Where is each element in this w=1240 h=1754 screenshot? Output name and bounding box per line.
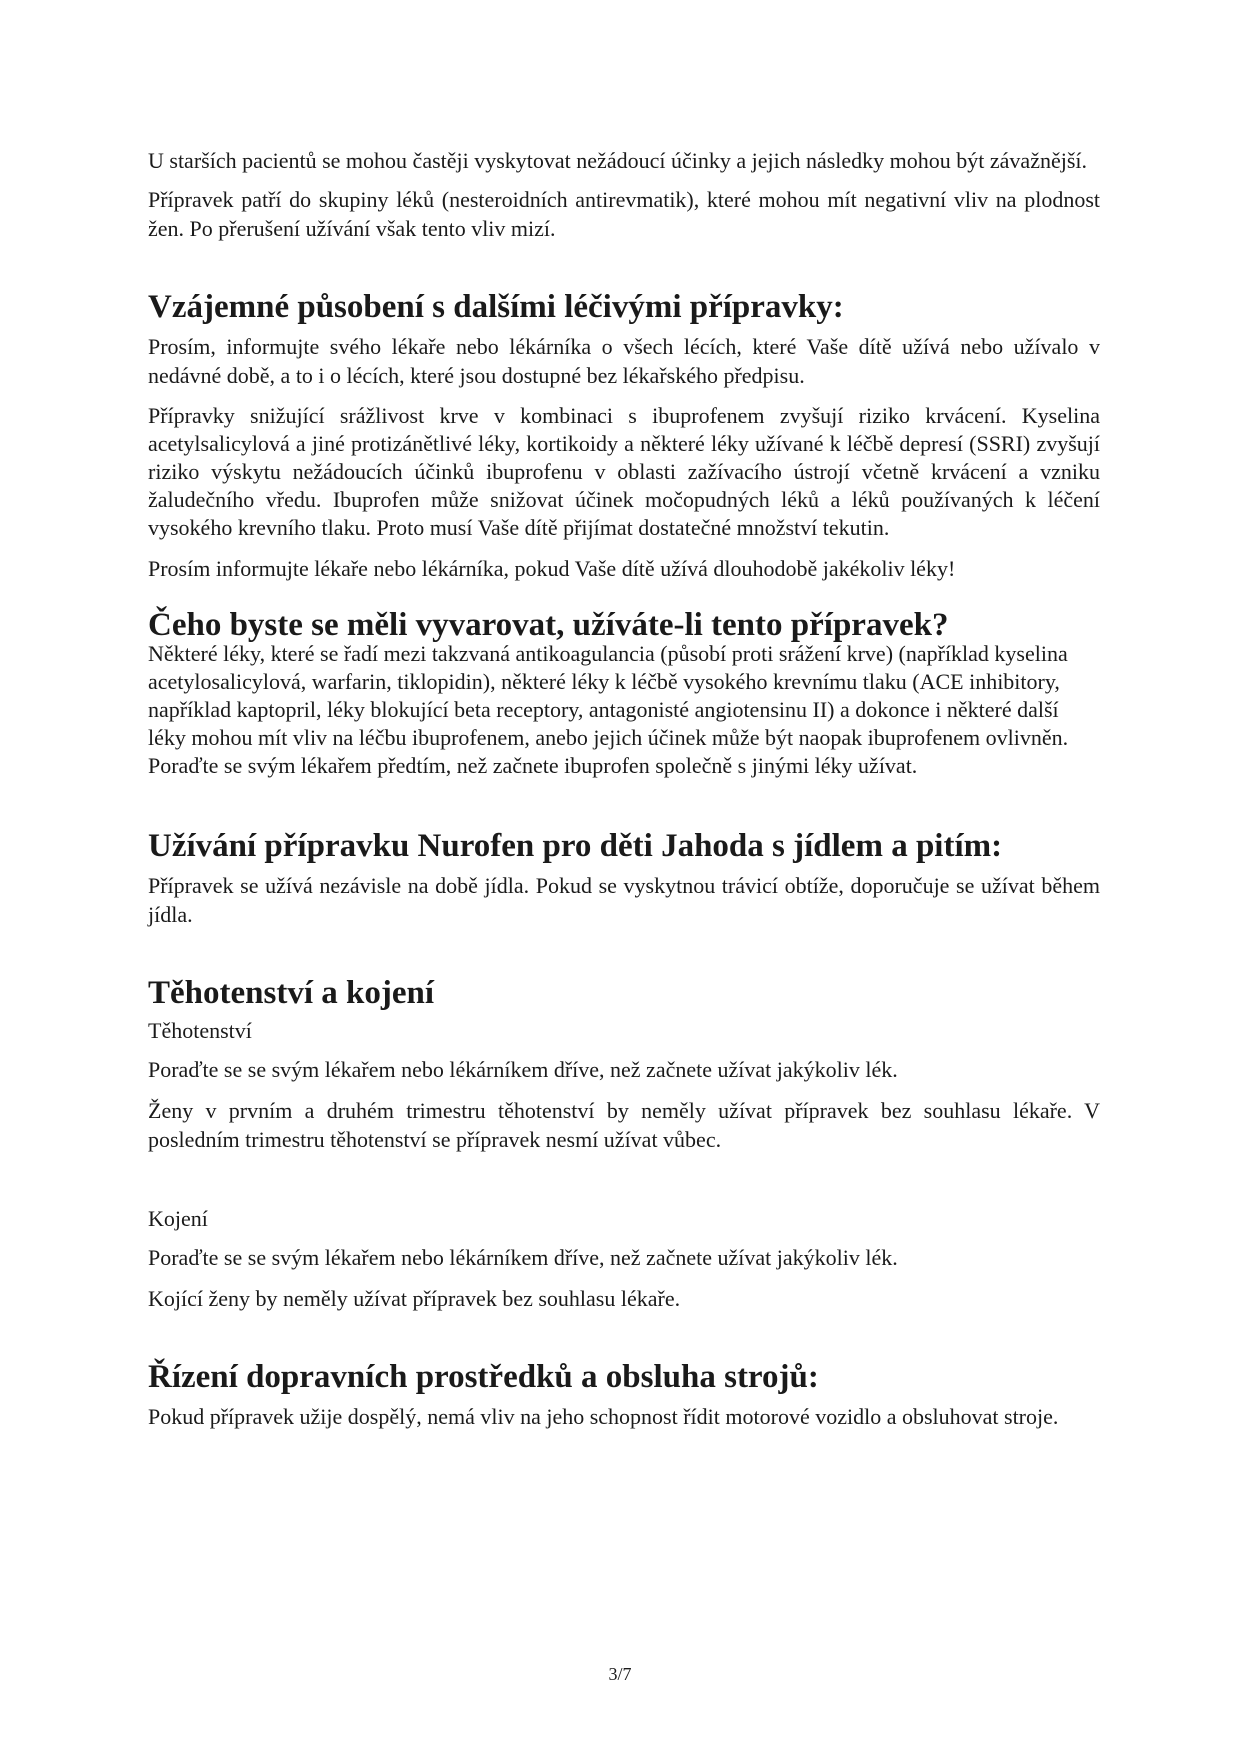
page-number: 3/7 [608, 1664, 632, 1684]
subheading-pregnancy: Těhotenství [148, 1018, 252, 1043]
paragraph-food-and-drink: Přípravek se užívá nezávisle na době jídla. Pokud se vyskytnou trávicí obtíže, doporučuje se užívat během jídla. [148, 873, 1100, 927]
heading-driving: Řízení dopravních prostředků a obsluha strojů: [148, 1359, 819, 1395]
subheading-breastfeeding: Kojení [148, 1206, 208, 1231]
paragraph-interactions-long-term: Prosím informujte lékaře nebo lékárníka, pokud Vaše dítě užívá dlouhodobě jakékoliv léky! [148, 556, 956, 581]
paragraph-fertility: Přípravek patří do skupiny léků (nesteroidních antirevmatik), které mohou mít negativní vliv na plodnost žen. Po přerušení užívání však tento vliv mizí. [148, 187, 1100, 241]
paragraph-avoid: Některé léky, které se řadí mezi takzvaná antikoagulancia (působí proti srážení krve) (například kyselina acetylosalicylová, warfarin, tiklopidin), některé léky k léčbě vysokého krevnímu tlaku (ACE inhibitory, například kaptopril, léky blokující beta receptory, antagonisté angiotensinu II) a dokonce i některé další léky mohou mít vliv na léčbu ibuprofenem, anebo jejich účinek může být naopak ibuprofenem ovlivněn. Poraďte se svým lékařem předtím, než začnete ibuprofen společně s jinými léky užívat. [148, 641, 1069, 778]
heading-avoid: Čeho byste se měli vyvarovat, užíváte-li tento přípravek? [148, 607, 949, 643]
heading-pregnancy-breastfeeding: Těhotenství a kojení [148, 975, 435, 1011]
paragraph-breastfeeding-women: Kojící ženy by neměly užívat přípravek bez souhlasu lékaře. [148, 1286, 681, 1311]
paragraph-driving: Pokud přípravek užije dospělý, nemá vliv na jeho schopnost řídit motorové vozidlo a obsluhovat stroje. [148, 1404, 1059, 1429]
document-page [148, 146, 1100, 1431]
heading-interactions: Vzájemné působení s dalšími léčivými přípravky: [148, 289, 844, 325]
paragraph-elderly-patients: U starších pacientů se mohou častěji vyskytovat nežádoucí účinky a jejich následky mohou být závažnější. [148, 148, 1088, 173]
paragraph-interactions-risk: Přípravky snižující srážlivost krve v kombinaci s ibuprofenem zvyšují riziko krvácení. Kyselina acetylsalicylová a jiné protizánětlivé léky, kortikoidy a některé léky užívané k léčbě depresí (SSRI) zvyšují riziko výskytu nežádoucích účinků ibuprofenu v oblasti zažívacího ústrojí včetně krvácení a vzniku žaludečního vředu. Ibuprofen může snižovat účinek močopudných léků a léků používaných k léčení vysokého krevního tlaku. Proto musí Vaše dítě přijímat dostatečné množství tekutin. [148, 403, 1100, 540]
paragraph-pregnancy-consult: Poraďte se se svým lékařem nebo lékárníkem dříve, než začnete užívat jakýkoliv lék. [148, 1057, 898, 1082]
paragraph-interactions-inform: Prosím, informujte svého lékaře nebo lékárníka o všech lécích, které Vaše dítě užívá nebo užívalo v nedávné době, a to i o lécích, které jsou dostupné bez lékařského předpisu. [148, 334, 1100, 388]
paragraph-breastfeeding-consult: Poraďte se se svým lékařem nebo lékárníkem dříve, než začnete užívat jakýkoliv lék. [148, 1245, 898, 1270]
paragraph-pregnancy-trimester: Ženy v prvním a druhém trimestru těhotenství by neměly užívat přípravek bez souhlasu lékaře. V posledním trimestru těhotenství se přípravek nesmí užívat vůbec. [148, 1098, 1100, 1152]
heading-food-and-drink: Užívání přípravku Nurofen pro děti Jahoda s jídlem a pitím: [148, 828, 1003, 864]
